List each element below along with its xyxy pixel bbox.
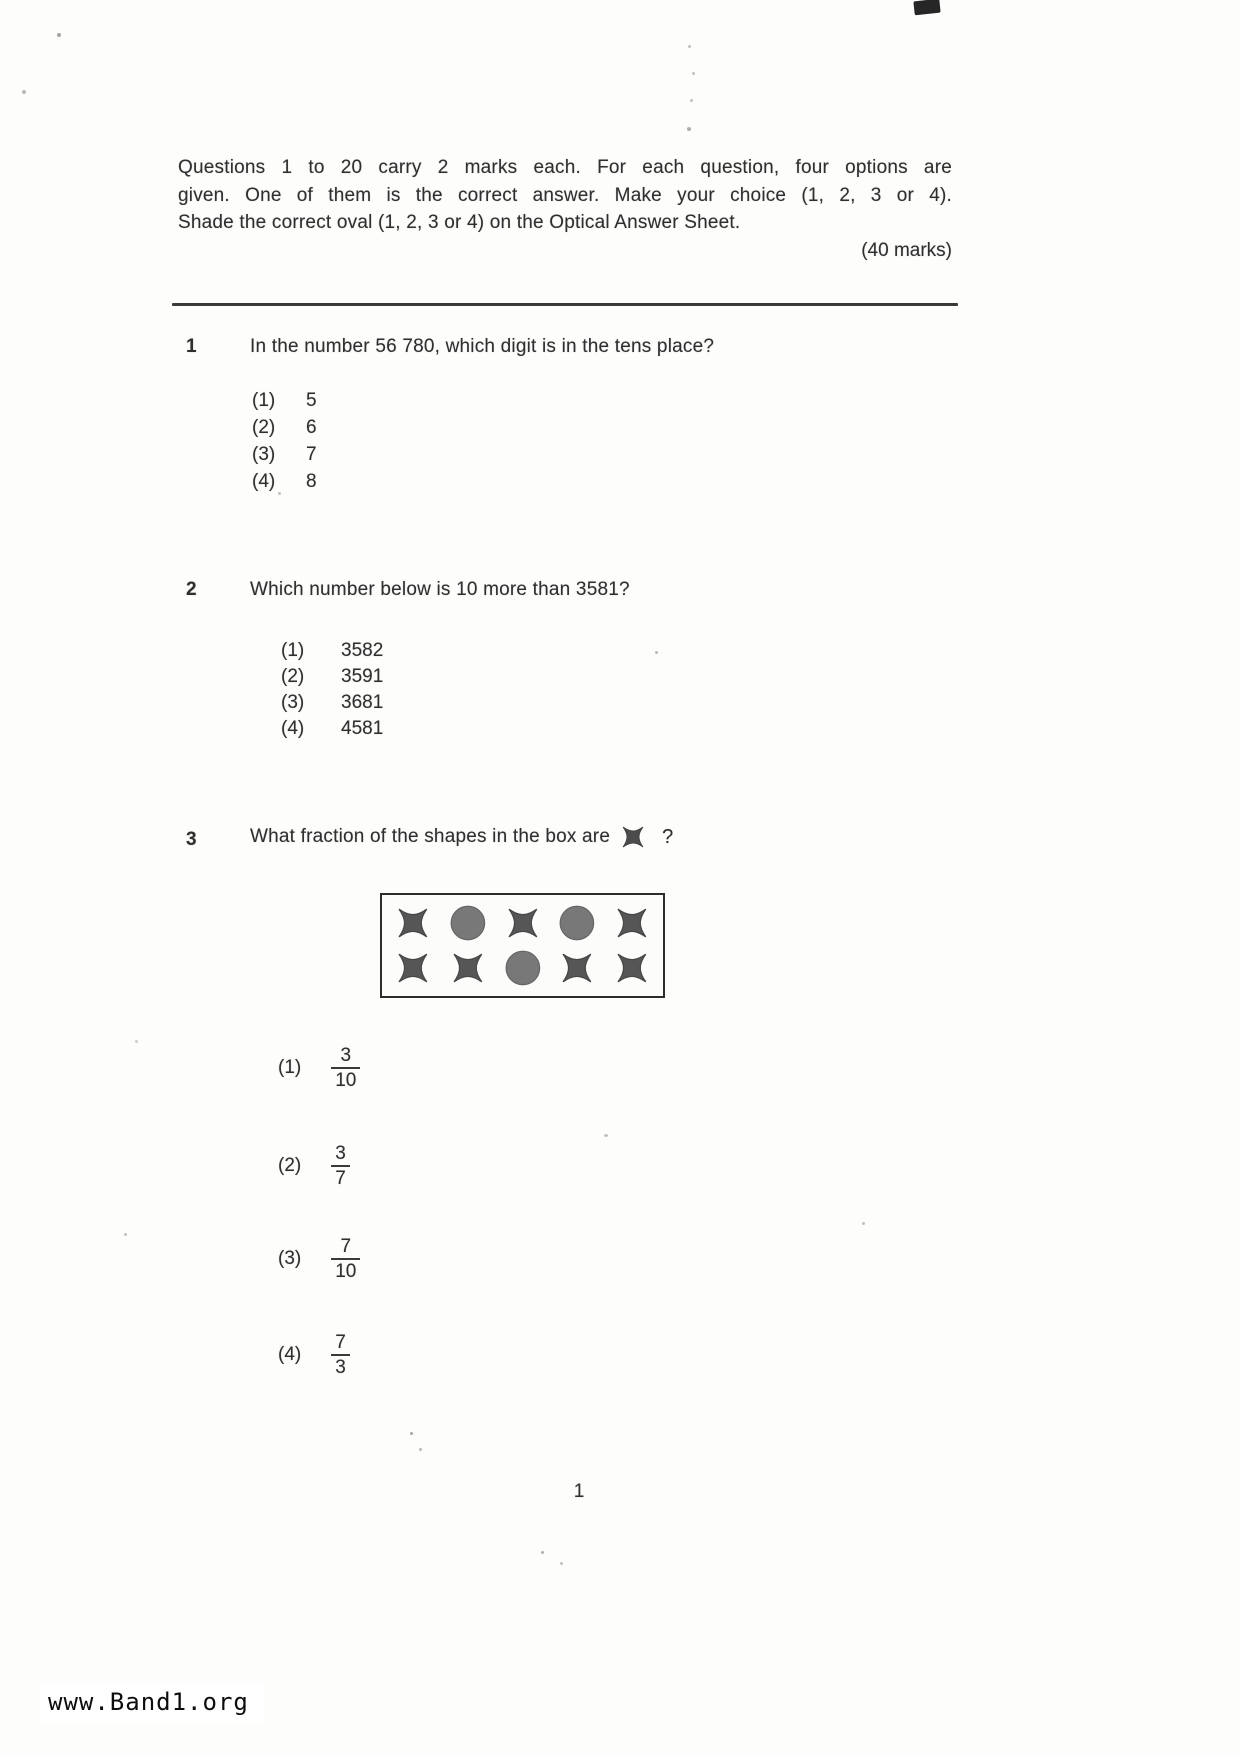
page-number: 1 [573, 1481, 585, 1502]
option-value: 3591 [341, 666, 384, 687]
star-icon [447, 947, 489, 989]
shapes-row [392, 902, 653, 944]
scan-speck [278, 492, 281, 495]
circle-icon [447, 902, 489, 944]
star-icon [556, 947, 598, 989]
option-label: (4) [281, 718, 305, 739]
option-value: 7 [306, 444, 317, 465]
option-label: (3) [281, 692, 305, 713]
scan-speck [692, 72, 695, 75]
fraction-numerator: 7 [340, 1236, 352, 1257]
question-text-row [250, 822, 673, 852]
instructions-line: Shade the correct oval (1, 2, 3 or 4) on the Optical Answer Sheet. [178, 212, 741, 233]
question-number: 2 [186, 579, 197, 600]
question-text: What fraction of the shapes in the box are [250, 826, 611, 847]
circle-icon [502, 947, 544, 989]
fraction-denominator: 7 [331, 1165, 350, 1189]
scan-speck [135, 1040, 138, 1043]
fraction-value [331, 1143, 350, 1189]
option-label: (1) [281, 640, 305, 661]
option-value: 3582 [341, 640, 384, 661]
fraction-denominator: 10 [331, 1258, 360, 1282]
four-pointed-star-icon [618, 822, 648, 852]
star-icon [502, 902, 544, 944]
fraction-numerator: 3 [335, 1143, 346, 1164]
scan-speck [604, 1134, 608, 1137]
option-value: 6 [306, 417, 317, 438]
option-label: (2) [252, 417, 276, 438]
question-number: 1 [186, 336, 197, 357]
instructions-line: given. One of them is the correct answer. Make your choice (1, 2, 3 or 4). [178, 184, 952, 206]
option-value: 5 [306, 390, 317, 411]
option-label: (3) [252, 444, 276, 465]
scan-speck [688, 45, 691, 48]
option-label: (4) [252, 471, 276, 492]
option-label: (2) [281, 666, 305, 687]
star-icon [611, 902, 653, 944]
option-value: 3681 [341, 692, 384, 713]
option-label: (4) [278, 1344, 302, 1365]
shapes-box [380, 893, 665, 998]
scan-speck [862, 1222, 865, 1225]
circle-icon [556, 902, 598, 944]
divider-line [172, 303, 958, 306]
fraction-value [331, 1236, 360, 1282]
question-mark: ? [662, 825, 674, 848]
scan-speck [419, 1448, 422, 1451]
option-value: 4581 [341, 718, 384, 739]
option-value: 8 [306, 471, 317, 492]
scan-speck [124, 1233, 127, 1236]
fraction-denominator: 3 [331, 1354, 350, 1378]
fraction-value [331, 1045, 360, 1091]
star-icon [611, 947, 653, 989]
fraction-numerator: 7 [335, 1332, 346, 1353]
shapes-row [392, 947, 653, 989]
option-row [278, 1143, 350, 1189]
watermark: www.Band1.org [40, 1684, 265, 1722]
scan-speck [690, 99, 693, 102]
star-icon [392, 947, 434, 989]
question-text: In the number 56 780, which digit is in the tens place? [250, 336, 715, 357]
fraction-denominator: 10 [331, 1067, 360, 1091]
question-number: 3 [186, 829, 197, 850]
scan-speck [410, 1432, 413, 1435]
marks-note: (40 marks) [861, 240, 952, 261]
option-label: (2) [278, 1155, 302, 1176]
scan-speck [22, 90, 26, 94]
question-text: Which number below is 10 more than 3581? [250, 579, 630, 600]
scan-speck [560, 1562, 563, 1565]
scan-speck [655, 651, 658, 654]
option-label: (3) [278, 1248, 302, 1269]
fraction-numerator: 3 [340, 1045, 352, 1066]
scan-speck [687, 127, 691, 131]
scan-artifact [913, 0, 940, 15]
option-row [278, 1045, 360, 1091]
instructions-text [178, 154, 952, 237]
option-label: (1) [278, 1057, 302, 1078]
scan-speck [541, 1551, 544, 1554]
scan-speck [57, 33, 61, 37]
option-label: (1) [252, 390, 276, 411]
star-icon [392, 902, 434, 944]
fraction-value [331, 1332, 350, 1378]
option-row [278, 1332, 350, 1378]
instructions-line: Questions 1 to 20 carry 2 marks each. For each question, four options are [178, 157, 952, 178]
option-row [278, 1236, 360, 1282]
